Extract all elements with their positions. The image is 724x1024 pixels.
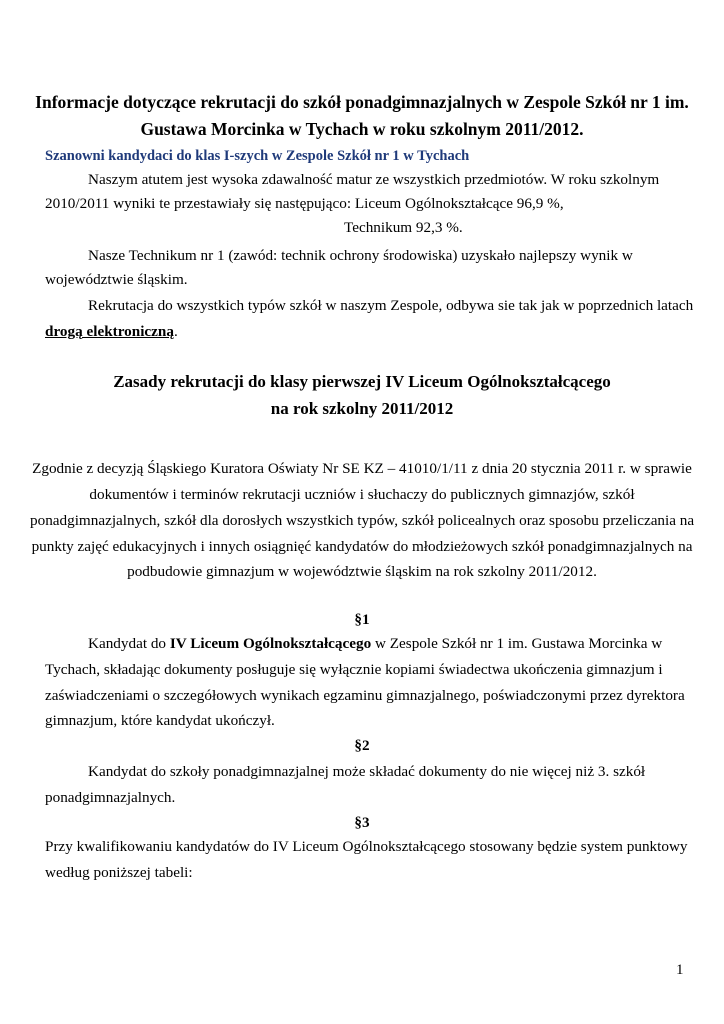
intro-paragraph-1-line-3: Technikum 92,3 %. [344,219,463,236]
section-1-mark: §1 [354,611,370,628]
legal-basis-line-5: podbudowie gimnazjum w województwie śląskim na rok szkolny 2011/2012. [127,563,597,580]
page-number: 1 [676,962,684,978]
section-1-line-2: Tychach, składając dokumenty posługuje się wyłącznie kopiami świadectwa ukończenia gimnazjum i [45,661,663,678]
legal-basis-line-4: punkty zajęć edukacyjnych i innych osiągnięć kandydatów do młodzieżowych szkół ponadgimnazjalnych na [31,538,693,555]
section-1-line-4: gimnazjum, które kandydat ukończył. [45,712,275,729]
intro-paragraph-2-line-2: województwie śląskim. [45,271,188,288]
intro-paragraph-3-line-1: Rekrutacja do wszystkich typów szkół w naszym Zespole, odbywa sie tak jak w poprzednich latach [88,297,694,314]
section-3-line-1: Przy kwalifikowaniu kandydatów do IV Liceum Ogólnokształcącego stosowany będzie system punktowy [45,838,688,855]
section-2-line-2: ponadgimnazjalnych. [45,789,176,806]
legal-basis-line-1: Zgodnie z decyzją Śląskiego Kuratora Oświaty Nr SE KZ – 41010/1/11 z dnia 20 stycznia 2011 r. w sprawie [32,460,692,477]
section-2-line-1: Kandydat do szkoły ponadgimnazjalnej może składać dokumenty do nie więcej niż 3. szkół [88,763,646,780]
section-3-line-2: według poniższej tabeli: [45,864,193,881]
section-3-mark: §3 [354,814,370,831]
school-name-bold: IV Liceum Ogólnokształcącego [169,635,372,652]
intro-paragraph-2-line-1: Nasze Technikum nr 1 (zawód: technik ochrony środowiska) uzyskało najlepszy wynik w [88,247,633,264]
rules-title-line-2: na rok szkolny 2011/2012 [270,399,454,418]
section-1-text-a: Kandydat do [88,635,170,652]
intro-paragraph-3-line-2 [45,322,685,342]
intro-paragraph-1-line-2: 2010/2011 wyniki te przestawiały się następująco: Liceum Ogólnokształcące 96,9 %, [45,195,564,212]
electronic-route-link[interactable]: drogą elektroniczną [45,323,174,340]
document-title-line-2: Gustawa Morcinka w Tychach w roku szkolnym 2011/2012. [140,119,584,139]
period: . [173,323,178,340]
section-1-line-1 [45,634,685,654]
section-1-line-3: zaświadczeniami o szczegółowych wynikach egzaminu gimnazjalnego, poświadczonymi przez dyrektora [45,687,685,704]
rules-title-line-1: Zasady rekrutacji do klasy pierwszej IV Liceum Ogólnokształcącego [113,372,611,391]
legal-basis-line-3: ponadgimnazjalnych, szkół dla dorosłych wszystkich typów, szkół policealnych oraz sposobu przeliczania na [30,512,695,529]
section-2-mark: §2 [354,737,370,754]
greeting: Szanowni kandydaci do klas I-szych w Zespole Szkół nr 1 w Tychach [45,148,470,164]
section-1-text-c: w Zespole Szkół nr 1 im. Gustawa Morcinka w [371,635,663,652]
document-title-line-1: Informacje dotyczące rekrutacji do szkół ponadgimnazjalnych w Zespole Szkół nr 1 im. [35,92,689,112]
intro-paragraph-1-line-1: Naszym atutem jest wysoka zdawalność matur ze wszystkich przedmiotów. W roku szkolnym [88,171,660,188]
legal-basis-line-2: dokumentów i terminów rekrutacji uczniów i słuchaczy do publicznych gimnazjów, szkół [89,486,635,503]
